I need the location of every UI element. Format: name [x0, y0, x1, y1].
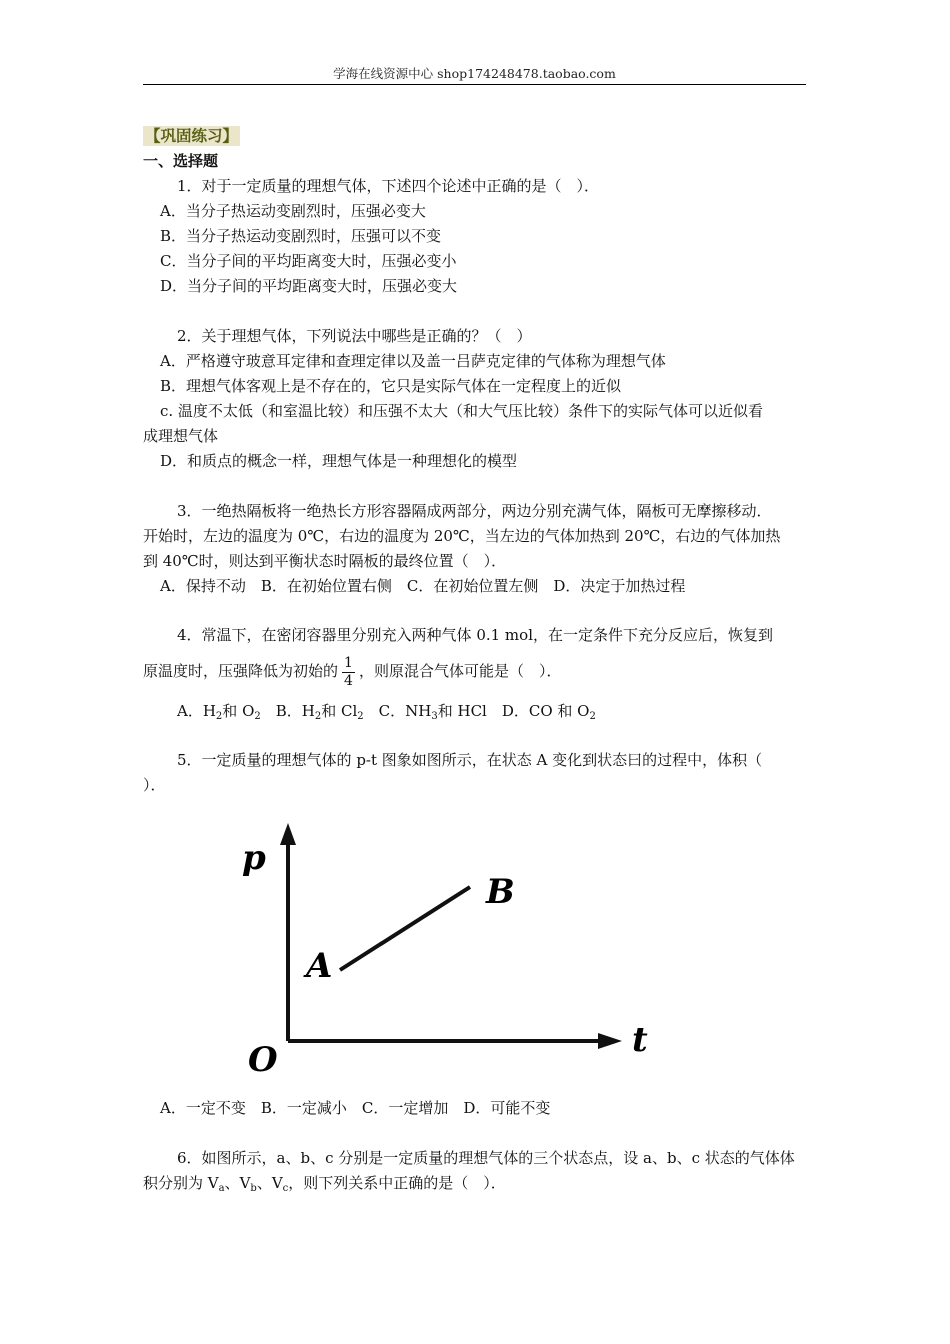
section-title: 一、选择题: [143, 152, 219, 170]
q4-opt-a-sub2: 2: [254, 711, 261, 722]
q3-stem-line3: 到 40℃时，则达到平衡状态时隔板的最终位置（ ）．: [143, 552, 507, 570]
fraction-one-quarter: [342, 655, 355, 690]
q5-stem-line1: 5．一定质量的理想气体的 p-t 图象如图所示，在状态 A 变化到状态曰的过程中，体积（: [177, 751, 763, 769]
q6-text-b: 、V: [224, 1174, 251, 1192]
q2-option-c-line2: 成理想气体: [143, 427, 219, 445]
fraction-numerator: 1: [344, 654, 353, 671]
q4-options: [177, 701, 596, 721]
q6-stem-line2: [143, 1173, 506, 1193]
q1-stem: 1．对于一定质量的理想气体，下述四个论述中正确的是（ ）．: [177, 177, 600, 195]
q1-option-d: D．当分子间的平均距离变大时，压强必变大: [160, 277, 458, 295]
t-axis-arrow: [598, 1033, 622, 1049]
q4-opt-b-text2: 和 Cl: [321, 702, 358, 720]
label-state-b: B: [486, 872, 515, 912]
q4-opt-c-text: C．NH: [363, 702, 432, 720]
q2-stem: 2．关于理想气体，下列说法中哪些是正确的？（ ）: [177, 327, 532, 345]
q6-sub-a: a: [218, 1183, 225, 1194]
q6-text-d: ，则下列关系中正确的是（ ）．: [288, 1174, 506, 1192]
q3-stem-line1: 3．一绝热隔板将一绝热长方形容器隔成两部分，两边分别充满气体，隔板可无摩擦移动．: [177, 502, 772, 520]
q2-option-d: D．和质点的概念一样，理想气体是一种理想化的模型: [160, 452, 518, 470]
q4-opt-d-text: D．CO 和 O: [486, 702, 590, 720]
q4-opt-c-sub: 3: [431, 711, 438, 722]
q4-stem-line1: 4．常温下，在密闭容器里分别充入两种气体 0.1 mol，在一定条件下充分反应后，恢复到: [177, 626, 773, 644]
q4-opt-a-sub1: 2: [215, 711, 223, 722]
q6-text-a: 积分别为 V: [143, 1174, 219, 1192]
q3-stem-line2: 开始时，左边的温度为 0℃，右边的温度为 20℃，当左边的气体加热到 20℃，右边的气体加热: [143, 527, 781, 545]
q2-option-c-line1: c. 温度不太低（和室温比较）和压强不太大（和大气压比较）条件下的实际气体可以近似看: [160, 402, 763, 420]
section-badge: 【巩固练习】: [145, 127, 239, 145]
q4-opt-b-text: B．H: [260, 702, 315, 720]
q1-option-b: B．当分子热运动变剧烈时，压强可以不变: [160, 227, 442, 245]
q6-text-c: 、V: [256, 1174, 283, 1192]
q4-opt-b-sub1: 2: [314, 711, 322, 722]
fraction-denominator: 4: [344, 672, 353, 689]
q4-opt-d-sub: 2: [589, 711, 596, 722]
label-state-a: A: [306, 946, 333, 986]
q5-stem-line2: ）．: [143, 776, 166, 794]
q6-sub-b: b: [250, 1183, 257, 1194]
q5-options: A．一定不变 B．一定减小 C．一定增加 D．可能不变: [160, 1099, 551, 1117]
label-p: p: [242, 838, 266, 878]
page-header: 学海在线资源中心 shop174248478.taobao.com: [143, 64, 806, 85]
pt-graph: [230, 815, 670, 1080]
q4-stem-text-b: ，则原混合气体可能是（ ）．: [358, 662, 562, 680]
q4-opt-c-text2: 和 HCl: [437, 702, 487, 720]
label-t: t: [632, 1020, 648, 1060]
q4-opt-a-text: A．H: [177, 702, 216, 720]
q1-option-a: A．当分子热运动变剧烈时，压强必变大: [160, 202, 426, 220]
label-origin: O: [248, 1040, 278, 1080]
q2-option-b: B．理想气体客观上是不存在的，它只是实际气体在一定程度上的近似: [160, 377, 622, 395]
q1-option-c: C．当分子间的平均距离变大时，压强必变小: [160, 252, 457, 270]
q6-sub-c: c: [282, 1183, 289, 1194]
q4-opt-a-text2: 和 O: [222, 702, 255, 720]
q4-opt-b-sub2: 2: [357, 711, 364, 722]
q6-stem-line1: 6．如图所示，a、b、c 分别是一定质量的理想气体的三个状态点，设 a、b、c 状态的气体体: [177, 1149, 795, 1167]
q4-stem-text-a: 原温度时，压强降低为初始的: [143, 662, 339, 680]
process-line-a-to-b: [340, 887, 470, 970]
p-axis-arrow: [280, 823, 296, 845]
q4-stem-line2: [143, 650, 561, 692]
q2-option-a: A．严格遵守玻意耳定律和查理定律以及盖一吕萨克定律的气体称为理想气体: [160, 352, 666, 370]
q3-options: A．保持不动 B．在初始位置右侧 C．在初始位置左侧 D．决定于加热过程: [160, 577, 686, 595]
